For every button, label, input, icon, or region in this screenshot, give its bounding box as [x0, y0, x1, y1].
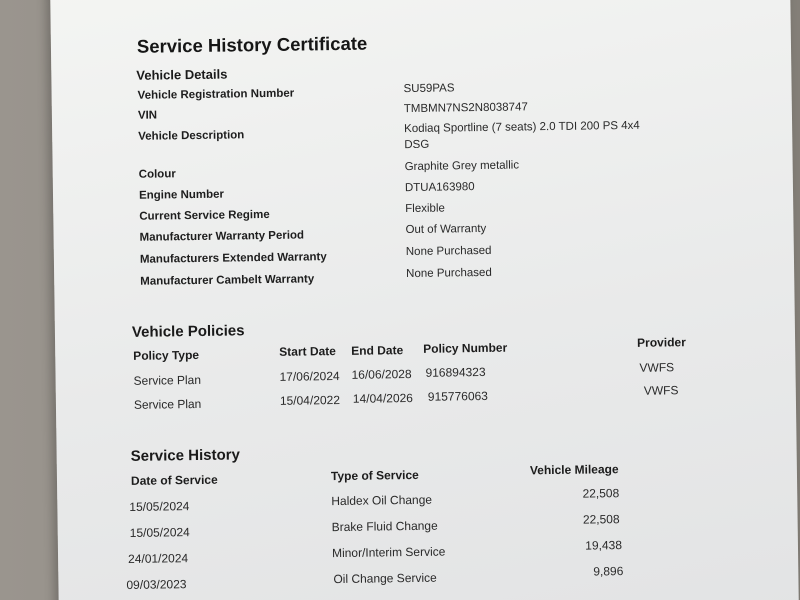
policy-col-number: Policy Number [423, 340, 508, 356]
policy-end-cell: 14/04/2026 [352, 390, 414, 406]
policy-col-type: Policy Type [133, 347, 200, 363]
field-value-warranty-period: Out of Warranty [405, 222, 487, 237]
field-label-warranty-period: Manufacturer Warranty Period [139, 229, 305, 244]
history-mileage-cell: 22,508 [582, 486, 620, 501]
field-value-cambelt-warranty: None Purchased [406, 266, 492, 281]
history-date-cell: 09/03/2023 [126, 577, 187, 592]
history-date-cell: 15/05/2024 [129, 499, 190, 514]
field-label-colour: Colour [138, 168, 176, 181]
policy-col-provider: Provider [637, 335, 686, 350]
service-history-heading: Service History [130, 446, 241, 465]
policy-type-cell: Service Plan [133, 396, 202, 412]
policy-provider-cell: VWFS [639, 360, 675, 375]
policy-provider-cell: VWFS [643, 383, 679, 398]
policy-number-cell: 916894323 [425, 364, 486, 380]
field-label-cambelt-warranty: Manufacturer Cambelt Warranty [140, 273, 315, 288]
policy-start-cell: 15/04/2022 [279, 392, 341, 408]
field-value-engine-number: DTUA163980 [404, 181, 475, 195]
field-value-extended-warranty: None Purchased [405, 244, 492, 259]
policy-end-cell: 16/06/2028 [351, 366, 412, 382]
field-label-vin: VIN [137, 109, 158, 122]
field-value-service-regime: Flexible [405, 202, 445, 216]
history-mileage-cell: 9,896 [593, 564, 624, 579]
history-date-cell: 15/05/2024 [129, 525, 190, 540]
vehicle-policies-heading: Vehicle Policies [131, 322, 245, 341]
history-type-cell: Brake Fluid Change [331, 518, 438, 535]
field-value-registration: SU59PAS [403, 82, 455, 96]
policy-number-cell: 915776063 [427, 388, 489, 404]
field-value-vin: TMBMN7NS2N8038747 [403, 101, 528, 116]
history-date-cell: 24/01/2024 [127, 551, 189, 566]
history-col-mileage: Vehicle Mileage [529, 462, 619, 478]
field-value-description: Kodiaq Sportline (7 seats) 2.0 TDI 200 PS 4x4 [404, 119, 640, 136]
history-type-cell: Haldex Oil Change [331, 492, 433, 509]
field-label-service-regime: Current Service Regime [139, 208, 270, 223]
certificate-document [50, 0, 799, 600]
history-col-date: Date of Service [130, 472, 218, 488]
history-col-type: Type of Service [330, 467, 419, 484]
policy-start-cell: 17/06/2024 [279, 368, 340, 384]
field-label-description: Vehicle Description [138, 129, 245, 143]
field-label-extended-warranty: Manufacturers Extended Warranty [139, 251, 327, 266]
policy-type-cell: Service Plan [133, 372, 202, 388]
policy-col-start-date: Start Date [279, 344, 336, 359]
field-value-colour: Graphite Grey metallic [404, 159, 520, 174]
field-label-registration: Vehicle Registration Number [137, 87, 295, 102]
history-type-cell: Minor/Interim Service [331, 544, 446, 561]
history-mileage-cell: 19,438 [585, 538, 623, 553]
field-label-engine-number: Engine Number [138, 188, 225, 202]
field-value-description-line2: DSG [404, 138, 430, 152]
history-mileage-cell: 22,508 [582, 512, 620, 527]
page-title: Service History Certificate [136, 32, 368, 57]
policy-col-end-date: End Date [351, 343, 404, 358]
history-type-cell: Oil Change Service [333, 570, 437, 587]
vehicle-details-heading: Vehicle Details [136, 66, 228, 83]
